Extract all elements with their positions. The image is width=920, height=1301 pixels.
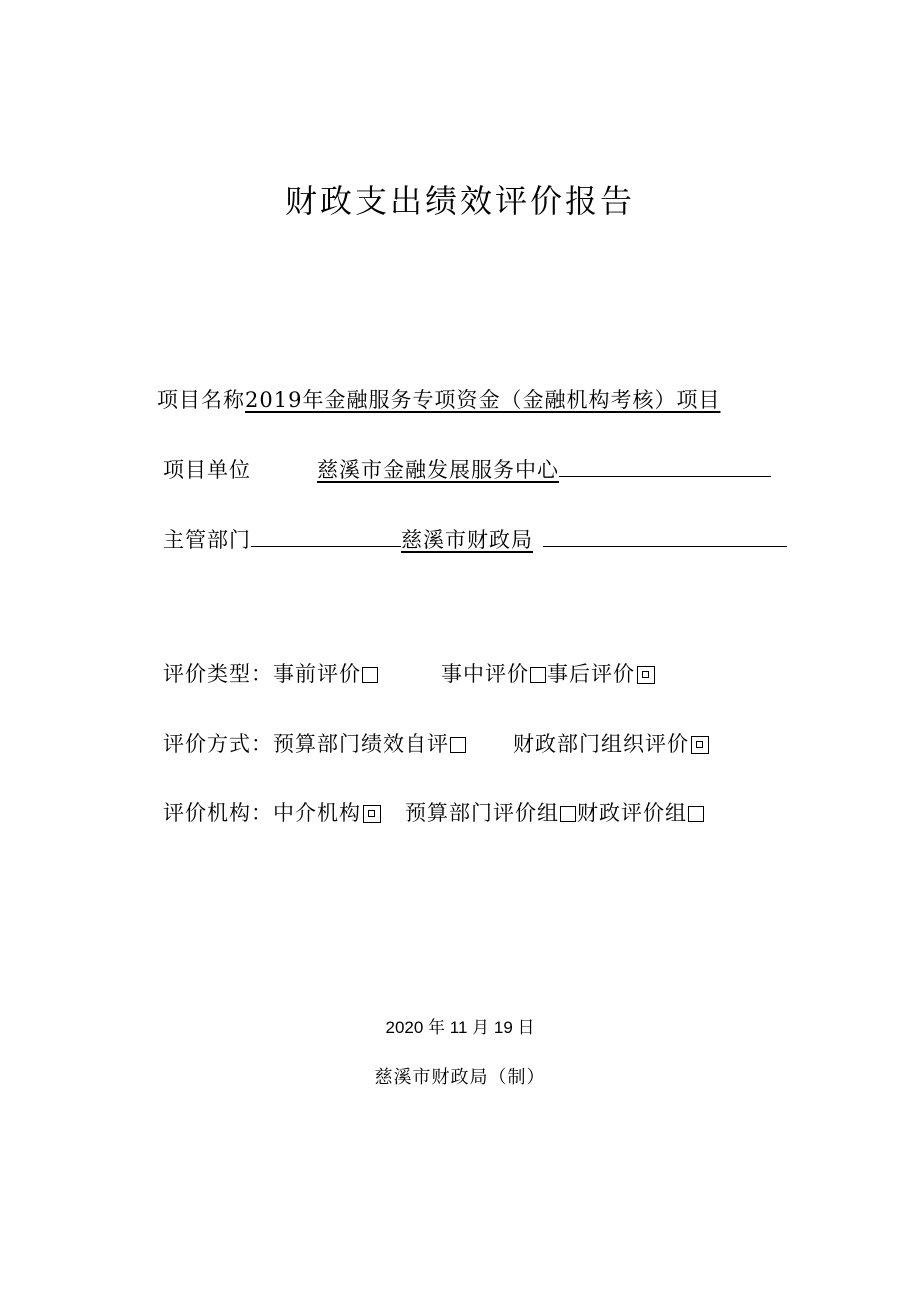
evaluation-org-label: 评价机构： xyxy=(163,801,273,825)
evaluation-method-row xyxy=(163,728,711,758)
dept-value: 慈溪市财政局 xyxy=(401,528,533,552)
finance-group-checkbox[interactable] xyxy=(688,806,704,822)
pre-evaluation-checkbox[interactable] xyxy=(362,667,378,683)
option-intermediary: 中介机构 xyxy=(273,801,361,825)
evaluation-org-row xyxy=(163,797,705,827)
project-unit-blank xyxy=(559,454,771,477)
project-unit-value: 慈溪市金融发展服务中心 xyxy=(317,458,559,482)
document-title: 财政支出绩效评价报告 xyxy=(284,182,635,220)
evaluation-type-label: 评价类型： xyxy=(163,662,273,686)
evaluation-method-label: 评价方式： xyxy=(163,732,273,756)
dept-blank-right xyxy=(543,524,787,547)
project-name-value: 2019年金融服务专项资金（金融机构考核）项目 xyxy=(245,388,721,412)
option-pre-evaluation: 事前评价 xyxy=(273,662,361,686)
dept-row xyxy=(163,524,787,554)
finance-evaluation-checkbox-checked[interactable] xyxy=(691,736,709,754)
dept-label: 主管部门 xyxy=(163,528,251,552)
option-budget-dept-group: 预算部门评价组 xyxy=(405,801,559,825)
option-finance-group: 财政评价组 xyxy=(577,801,687,825)
self-evaluation-checkbox[interactable] xyxy=(450,737,466,753)
budget-dept-group-checkbox[interactable] xyxy=(560,806,576,822)
evaluation-type-row xyxy=(163,658,657,688)
option-finance-evaluation: 财政部门组织评价 xyxy=(513,732,689,756)
mid-evaluation-checkbox[interactable] xyxy=(530,667,546,683)
report-maker: 慈溪市财政局（制） xyxy=(374,1067,546,1088)
intermediary-checkbox-checked[interactable] xyxy=(363,805,381,823)
option-self-evaluation: 预算部门绩效自评 xyxy=(273,732,449,756)
project-unit-row xyxy=(163,454,771,484)
project-name-label: 项目名称 xyxy=(157,388,245,412)
option-post-evaluation: 事后评价 xyxy=(547,662,635,686)
option-mid-evaluation: 事中评价 xyxy=(441,662,529,686)
dept-blank-left xyxy=(251,524,401,547)
post-evaluation-checkbox-checked[interactable] xyxy=(637,666,655,684)
project-name-row xyxy=(157,384,720,414)
project-unit-label: 项目单位 xyxy=(163,458,251,482)
report-date: 2020 年 11 月 19 日 xyxy=(385,1018,535,1037)
